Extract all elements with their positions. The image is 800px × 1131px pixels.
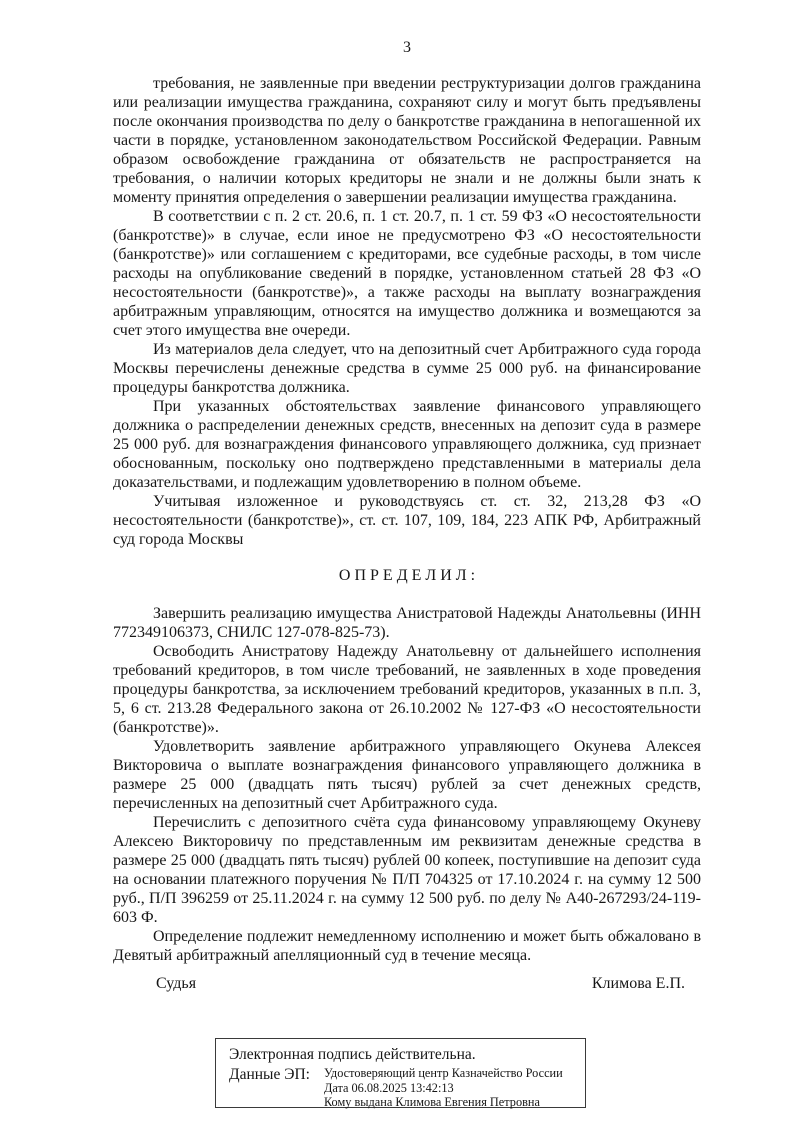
ruling-heading: О П Р Е Д Е Л И Л :	[338, 567, 476, 584]
body-paragraph: требования, не заявленные при введении реструктуризации долгов гражданина или реализации имущества гражданина, сохраняют силу и могут быть предъявлены после окончания производства по делу о банкротстве гражданина в непогашенной их части в порядке, установленном законодательством Российской Федерации. Равным образом освобождение гражданина от обязательств не распространяется на требования, о наличии которых кредиторы не знали и не должны были знать к моменту принятия определения о завершении реализации имущества гражданина.	[113, 75, 701, 206]
stamp-details	[324, 1066, 563, 1110]
stamp-validity-text: Электронная подпись действительна.	[229, 1046, 476, 1063]
ruling-paragraph: Определение подлежит немедленному исполнению и может быть обжаловано в Девятый арбитражный апелляционный суд в течение месяца.	[113, 928, 701, 964]
ruling-paragraph: Освободить Анистратову Надежду Анатольевну от дальнейшего исполнения требований кредиторов, в том числе требований, не заявленных в ходе проведения процедуры банкротства, за исключением требований кредиторов, указанных в п.п. 3, 5, 6 ст. 213.28 Федерального закона от 26.10.2002 № 127-ФЗ «О несостоятельности (банкротстве)».	[113, 643, 701, 736]
body-paragraph: Учитывая изложенное и руководствуясь ст. ст. 32, 213,28 ФЗ «О несостоятельности (банкротстве)», ст. ст. 107, 109, 184, 223 АПК РФ, Арбитражный суд города Москвы	[113, 493, 701, 548]
digital-signature-stamp	[215, 1038, 586, 1108]
body-paragraph: При указанных обстоятельствах заявление финансового управляющего должника о распределении денежных средств, внесенных на депозит суда в размере 25 000 руб. для вознаграждения финансового управляющего должника, суд признает обоснованным, поскольку оно подтверждено представленными в материалы дела доказательствами, и подлежащим удовлетворению в полном объеме.	[113, 398, 701, 491]
page-number: 3	[403, 39, 411, 56]
stamp-data-row	[229, 1066, 573, 1110]
body-paragraph: Из материалов дела следует, что на депозитный счет Арбитражного суда города Москвы перечислены денежные средства в сумме 25 000 руб. на финансирование процедуры банкротства должника.	[113, 341, 701, 396]
ruling-paragraph: Завершить реализацию имущества Анистратовой Надежды Анатольевны (ИНН 772349106373, СНИЛС 127-078-825-73).	[113, 605, 701, 641]
document-content	[113, 38, 701, 1108]
signature-row	[113, 974, 701, 993]
body-paragraph: В соответствии с п. 2 ст. 20.6, п. 1 ст. 20.7, п. 1 ст. 59 ФЗ «О несостоятельности (банкротстве)» в случае, если иное не предусмотрено ФЗ «О несостоятельности (банкротстве)» или соглашением с кредиторами, все судебные расходы, в том числе расходы на опубликование сведений в порядке, установленном статьей 28 ФЗ «О несостоятельности (банкротстве)», а также расходы на выплату вознаграждения арбитражным управляющим, относятся на имущество должника и возмещаются за счет этого имущества вне очереди.	[113, 208, 701, 339]
stamp-detail-authority: Удостоверяющий центр Казначейство России	[323, 1066, 563, 1080]
stamp-detail-issued-to: Кому выдана Климова Евгения Петровна	[323, 1095, 540, 1109]
stamp-data-label: Данные ЭП:	[229, 1066, 310, 1083]
stamp-detail-date: Дата 06.08.2025 13:42:13	[323, 1080, 454, 1095]
ruling-paragraph: Перечислить с депозитного счёта суда финансовому управляющему Окуневу Алексею Викторовичу по представленным им реквизитам денежные средства в размере 25 000 (двадцать пять тысяч) рублей 00 копеек, поступившие на депозит суда на основании платежного поручения № П/П 704325 от 17.10.2024 г. на сумму 12 500 руб., П/П 396259 от 25.11.2024 г. на сумму 12 500 руб. по делу № А40-267293/24-119-603 Ф.	[113, 814, 701, 926]
ruling-paragraph: Удовлетворить заявление арбитражного управляющего Окунева Алексея Викторовича о выплате вознаграждения финансового управляющего должника в размере 25 000 (двадцать пять тысяч) рублей за счет денежных средств, перечисленных на депозитный счет Арбитражного суда.	[113, 738, 701, 812]
judge-name: Климова Е.П.	[591, 975, 685, 992]
judge-label: Судья	[156, 975, 197, 992]
